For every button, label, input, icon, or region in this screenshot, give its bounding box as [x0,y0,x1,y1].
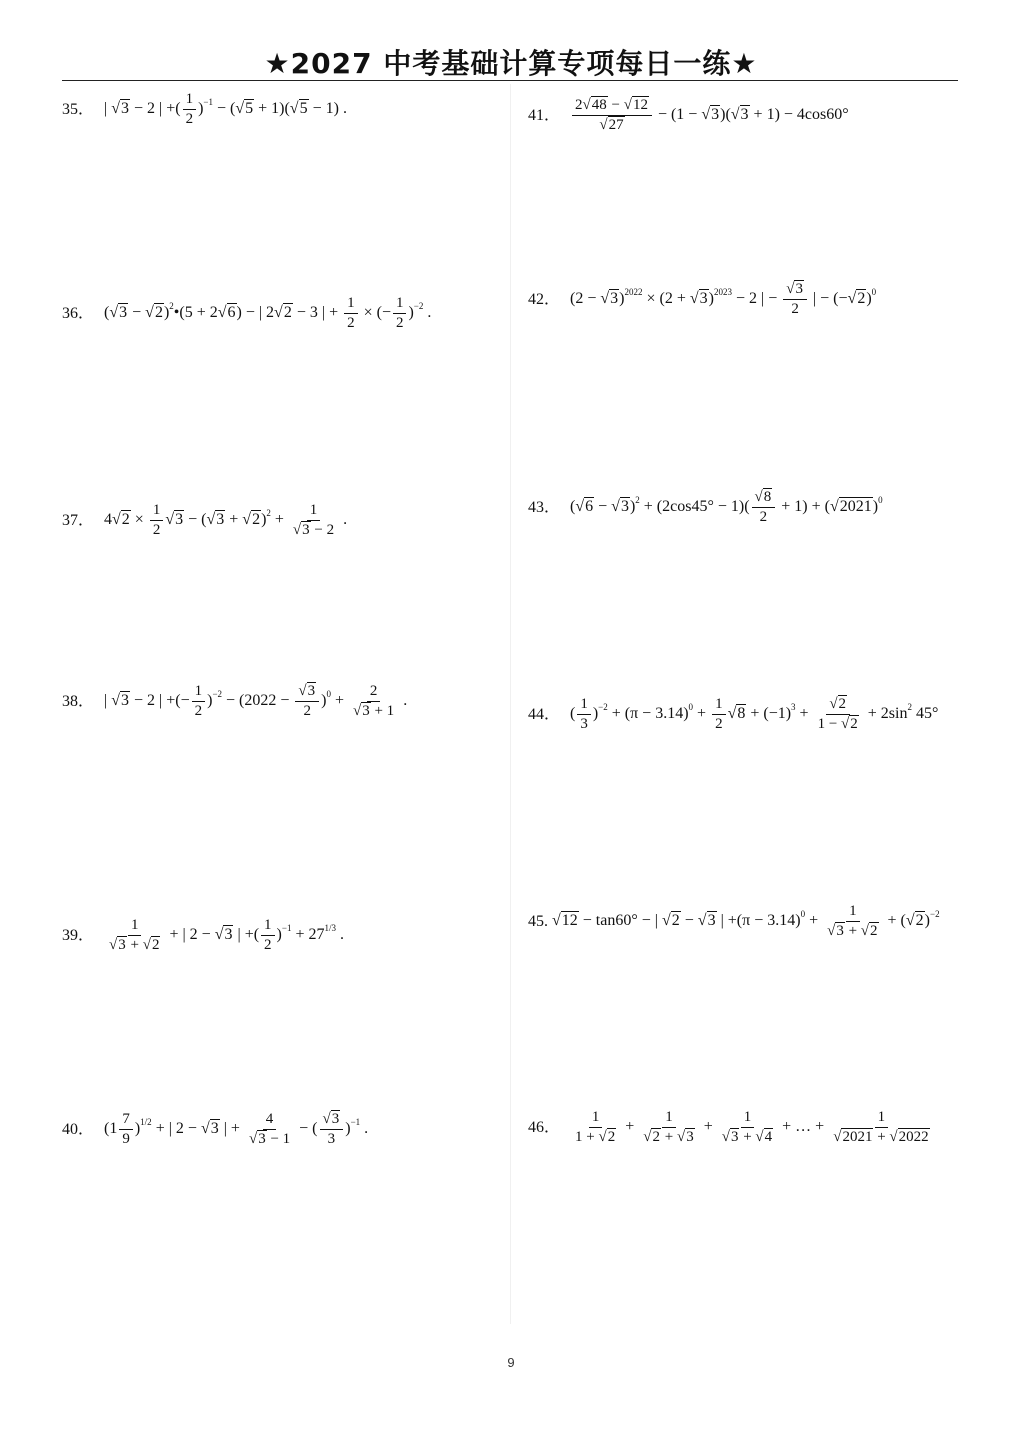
problem-number: 43． [528,498,561,516]
problem-expression: | √3 − 2 | +( $\frac{1}{2}$ )$^{-1}$ − (√5 + 1)(√5 − 1) . [104,91,347,127]
problem-expression: $\frac{1}{√3 + √2}$ + | 2 − √3 | +( $\frac{1}{2}$ )$^{-1} + 27^{1/3}$ . [109,917,344,953]
problem-expression: ( $\frac{1}{3}$ )$^{-2} + (\pi - 3.14)^0$ + $\frac{1}{2}$ $√8 + (-1)^3$ + $\frac{√2}{1 - √2}$ + $2\sin^2$ 45° [570,696,939,732]
problem-number: 37． [62,511,95,529]
problem-38 [62,684,407,719]
problem-42 [528,282,876,317]
problem-expression: (1 $\frac{7}{9}$ )$^{1/2}$ + | 2 − √3 | + $\frac{4}{√3 - 1}$ − ( $\frac{√3}{3}$ )$^{-1}$ . [104,1111,369,1147]
problem-number: 35． [62,100,95,118]
problem-number: 41． [528,106,561,124]
problem-expression: $(2 - √3)^{2022} \times (2 + √3)^{2023} - 2$ | − $\frac{√3}{2}$ | − $(-√2)^0$ [570,281,877,317]
problem-35 [62,92,347,127]
problem-expression: $(√6 - √3)^2 + (2\cos 45^\circ - 1)$( $\frac{√8}{2}$ + $1) + (√2021)^0$ [570,489,883,525]
problem-expression: 4√2 × $\frac{1}{2}$ $√3 - (√3 + √2)^2$ + $\frac{1}{√3 - 2}$ . [104,502,348,538]
problem-37 [62,503,347,538]
problem-expression: $\frac{1}{1 + √2}$ + $\frac{1}{√2 + √3}$ + $\frac{1}{√3 + √4}$ + … + $\frac{1}{√2021 + √2022}$ [575,1109,929,1145]
problem-number: 45. [528,912,548,930]
problem-expression: $\frac{2√48 - √12}{√27}$ − (1 − √3)(√3 + 1) − 4cos60° [570,98,849,133]
problem-39 [62,918,344,953]
problem-46 [528,1110,935,1145]
problem-number: 36． [62,304,95,322]
problem-expression: √12 − tan60° − | √2 − √3 | $+(\pi - 3.14)^0$ + $\frac{1}{√3 + √2}$ + $(√2)^{-2}$ [552,903,940,939]
problem-40 [62,1112,368,1147]
page-number: 9 [507,1355,515,1370]
problem-44 [528,697,938,732]
problem-number: 40． [62,1120,95,1138]
problem-number: 44． [528,705,561,723]
problem-43 [528,490,883,525]
problem-expression: | √3 − 2 | +(− $\frac{1}{2}$ )$^{-2}$ − (2022 − $\frac{√3}{2}$ )$^0$ + $\frac{2}{√3 + 1}$ . [104,683,408,719]
problem-number: 38． [62,692,95,710]
problem-45 [528,904,940,939]
problem-36 [62,296,431,331]
page-title: ★2027 中考基础计算专项每日一练★ [264,47,758,80]
problem-number: 46． [528,1118,561,1136]
header-rule [62,80,958,81]
problem-number: 42． [528,290,561,308]
problem-expression: $(√3 - √2)^2•(5 + 2√6)$ − | 2√2 − 3 | + $\frac{1}{2}$ × (− $\frac{1}{2}$ )$^{-2}$ . [104,295,432,331]
problem-number: 39． [62,926,95,944]
problem-41 [528,98,849,133]
column-divider [510,84,511,1324]
